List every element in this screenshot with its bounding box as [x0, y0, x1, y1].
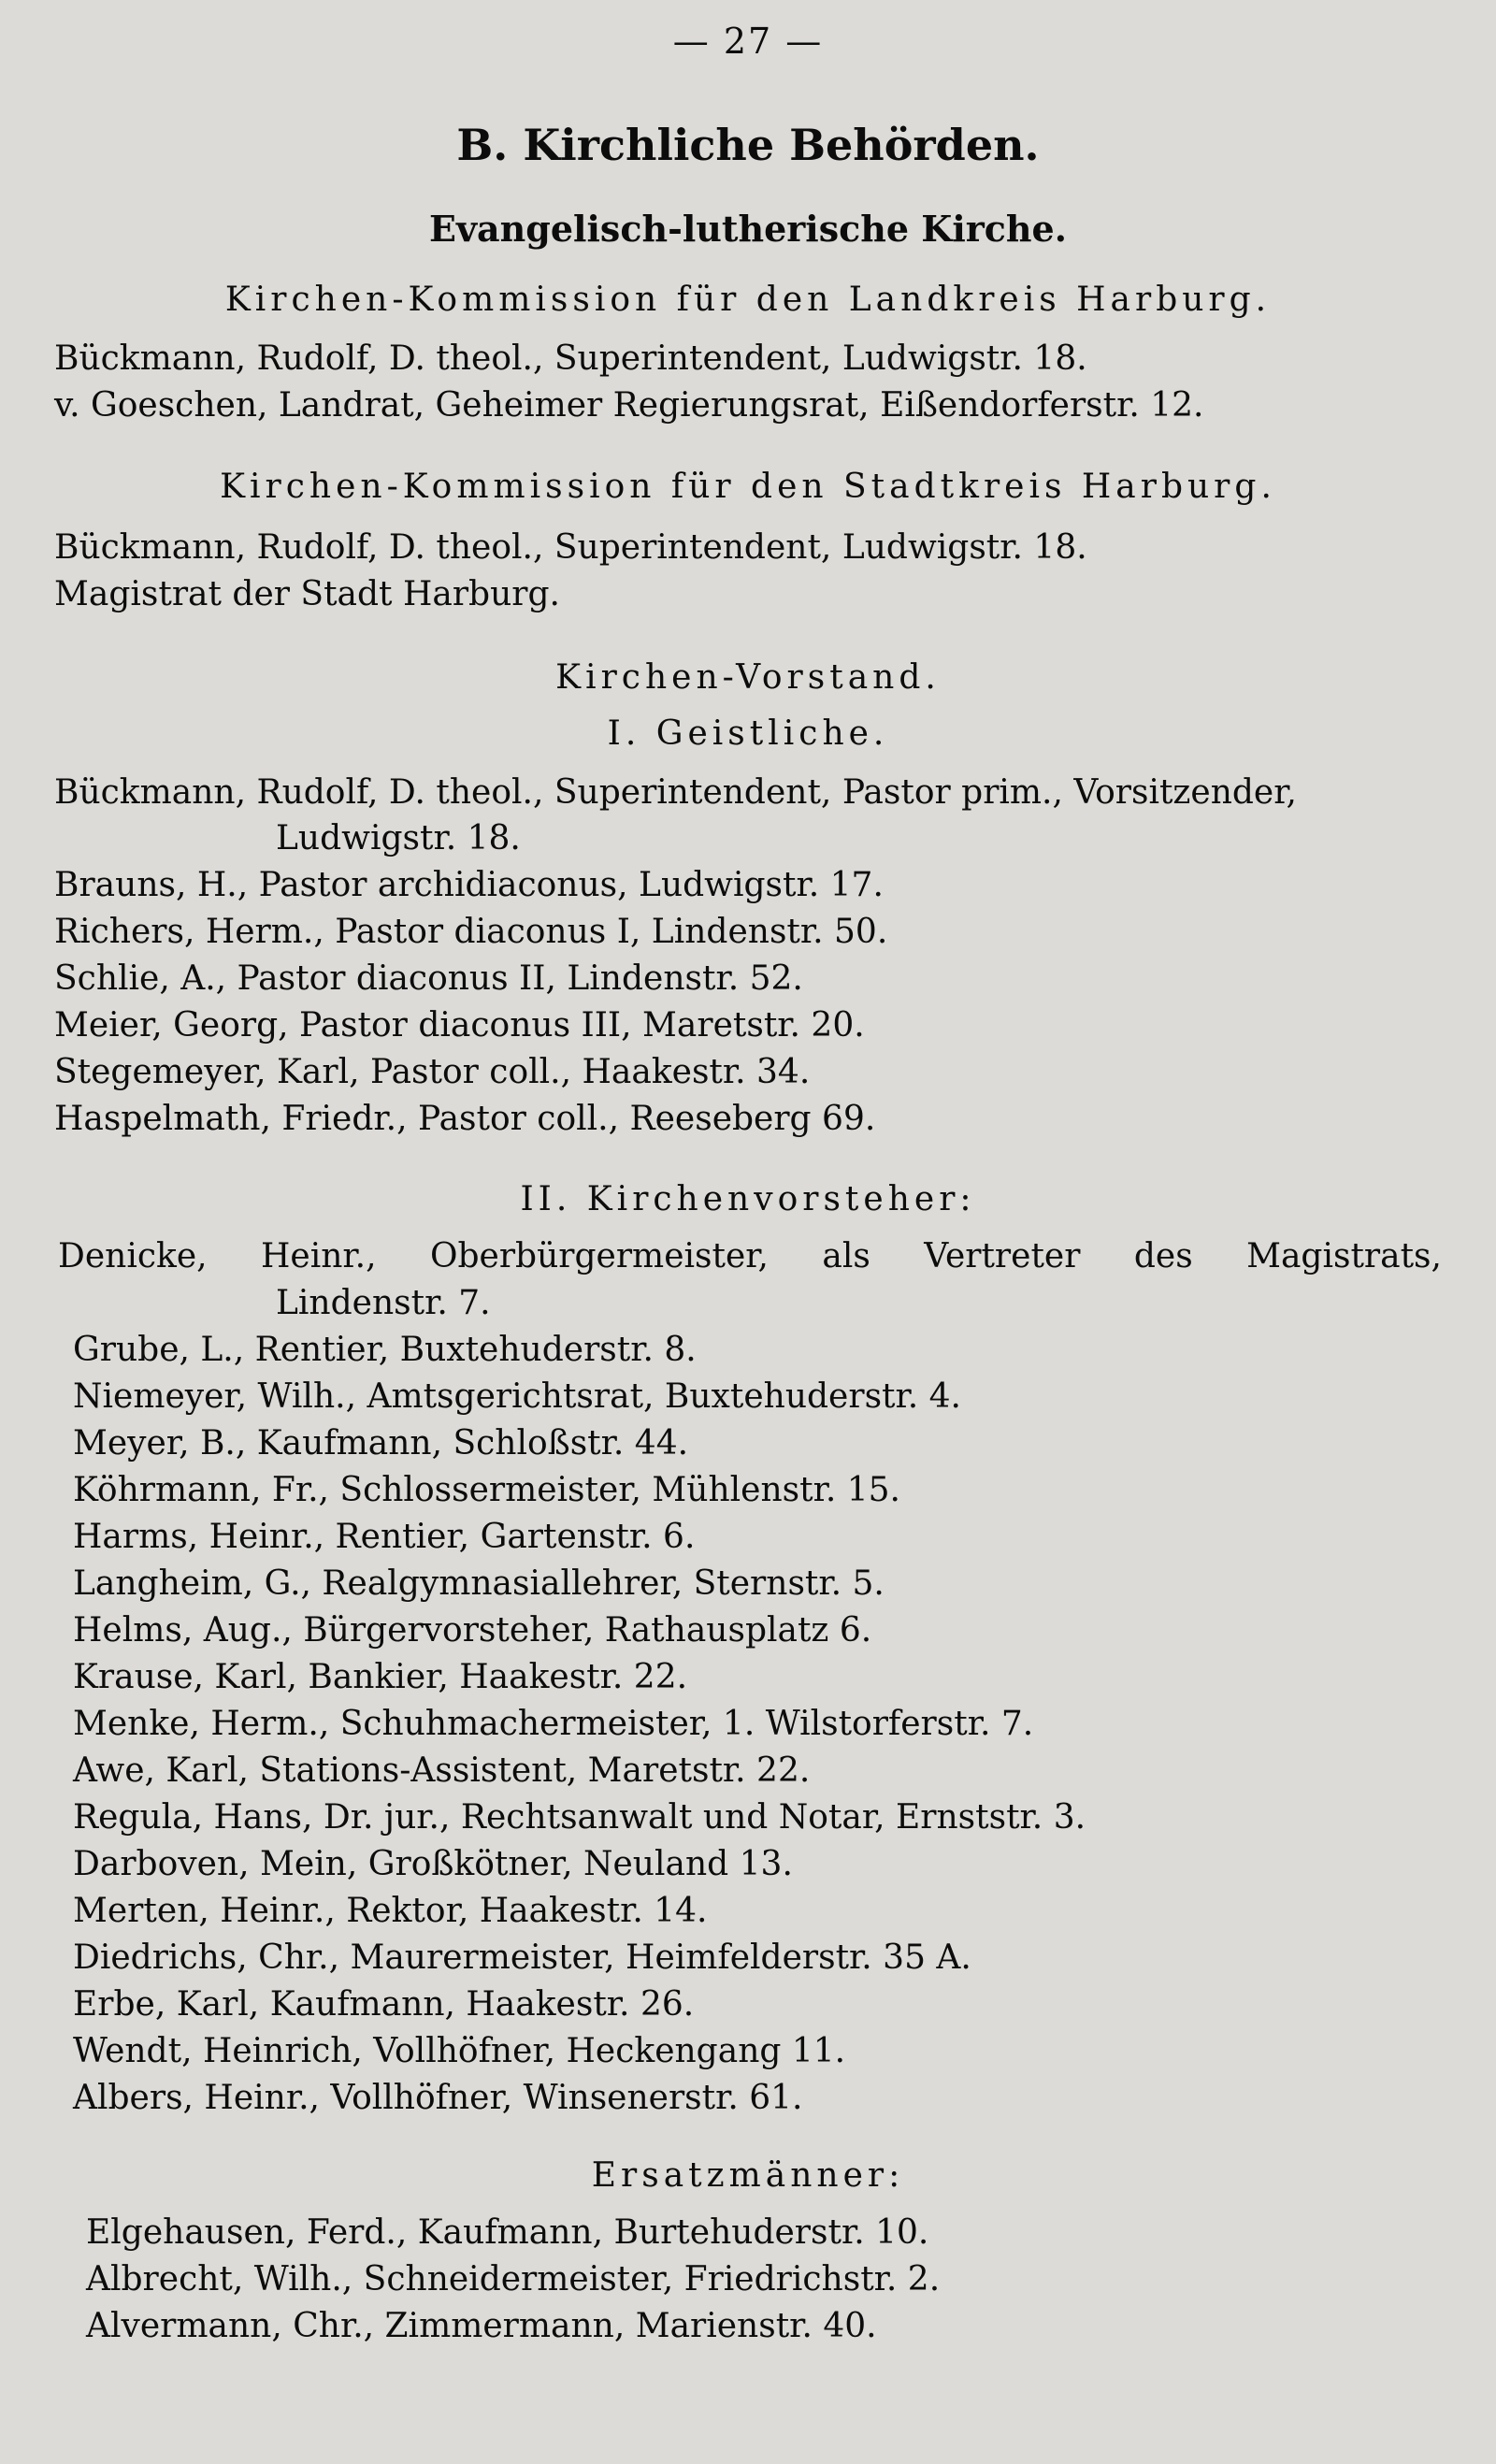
- ersatz-heading: Ersatzmänner:: [591, 2156, 905, 2195]
- vorsteher-entry: Regula, Hans, Dr. jur., Rechtsanwalt und Notar, Ernststr. 3.: [73, 1798, 1086, 1837]
- vorsteher-entry: Köhrmann, Fr., Schlossermeister, Mühlenstr. 15.: [73, 1471, 900, 1509]
- ersatz-entry: Alvermann, Chr., Zimmermann, Marienstr. 40.: [86, 2307, 877, 2345]
- ersatz-entry: Elgehausen, Ferd., Kaufmann, Burtehuderstr. 10.: [86, 2213, 929, 2252]
- geistliche-entry: Brauns, H., Pastor archidiaconus, Ludwigstr. 17.: [54, 866, 884, 904]
- vorsteher-heading: II. Kirchenvorsteher:: [520, 1180, 976, 1218]
- vorstand-heading: Kirchen-Vorstand.: [555, 658, 941, 697]
- word: Oberbürgermeister,: [429, 1237, 769, 1275]
- vorsteher-entry: Darboven, Mein, Großkötner, Neuland 13.: [73, 1845, 793, 1883]
- vorsteher-entry: Helms, Aug., Bürgervorsteher, Rathausplatz 6.: [73, 1611, 872, 1650]
- geistliche-entry: Richers, Herm., Pastor diaconus I, Lindenstr. 50.: [54, 913, 888, 951]
- vorsteher-entry-first: [58, 1234, 1442, 1279]
- geistliche-entry: Haspelmath, Friedr., Pastor coll., Reeseberg 69.: [54, 1100, 876, 1138]
- geistliche-entry: Bückmann, Rudolf, D. theol., Superintendent, Pastor prim., Vorsitzender,: [54, 773, 1297, 812]
- vorsteher-entry: Harms, Heinr., Rentier, Gartenstr. 6.: [73, 1518, 696, 1556]
- vorsteher-entry: Krause, Karl, Bankier, Haakestr. 22.: [73, 1658, 688, 1696]
- vorsteher-entry: Grube, L., Rentier, Buxtehuderstr. 8.: [73, 1331, 697, 1369]
- word: als: [822, 1237, 870, 1275]
- landkreis-heading: Kirchen-Kommission für den Landkreis Harburg.: [224, 281, 1272, 319]
- vorsteher-entry: Meyer, B., Kaufmann, Schloßstr. 44.: [73, 1424, 689, 1463]
- word: Vertreter: [924, 1237, 1081, 1275]
- stadtkreis-entry: Bückmann, Rudolf, D. theol., Superintendent, Ludwigstr. 18.: [54, 528, 1087, 567]
- stadtkreis-entry: Magistrat der Stadt Harburg.: [54, 575, 560, 613]
- landkreis-entry: v. Goeschen, Landrat, Geheimer Regierungsrat, Eißendorferstr. 12.: [54, 386, 1204, 425]
- vorsteher-entry: Langheim, G., Realgymnasiallehrer, Sternstr. 5.: [73, 1564, 885, 1603]
- word: des: [1133, 1237, 1193, 1275]
- word: Denicke,: [58, 1237, 208, 1275]
- page-title: B. Kirchliche Behörden.: [456, 120, 1040, 170]
- vorsteher-entry: Menke, Herm., Schuhmachermeister, 1. Wilstorferstr. 7.: [73, 1705, 1034, 1743]
- geistliche-heading: I. Geistliche.: [607, 714, 889, 753]
- word: Magistrats,: [1246, 1237, 1442, 1275]
- vorsteher-entry: Awe, Karl, Stations-Assistent, Maretstr. 22.: [73, 1751, 811, 1790]
- vorsteher-entry: Albers, Heinr., Vollhöfner, Winsenerstr. 61.: [73, 2079, 803, 2117]
- ersatz-entry: Albrecht, Wilh., Schneidermeister, Friedrichstr. 2.: [86, 2260, 941, 2298]
- section-subtitle: Evangelisch-lutherische Kirche.: [429, 208, 1067, 250]
- vorsteher-entry-continued: Lindenstr. 7.: [276, 1284, 491, 1322]
- vorsteher-entry: Merten, Heinr., Rektor, Haakestr. 14.: [73, 1892, 708, 1930]
- geistliche-entry: Schlie, A., Pastor diaconus II, Lindenstr. 52.: [54, 959, 803, 998]
- stadtkreis-heading: Kirchen-Kommission für den Stadtkreis Harburg.: [220, 468, 1276, 506]
- geistliche-entry-continued: Ludwigstr. 18.: [276, 819, 521, 857]
- geistliche-entry: Meier, Georg, Pastor diaconus III, Maretstr. 20.: [54, 1006, 865, 1045]
- vorsteher-entry: Niemeyer, Wilh., Amtsgerichtsrat, Buxtehuderstr. 4.: [73, 1377, 961, 1416]
- page-number: — 27 —: [672, 21, 824, 62]
- landkreis-entry: Bückmann, Rudolf, D. theol., Superintendent, Ludwigstr. 18.: [54, 339, 1087, 378]
- vorsteher-entry: Erbe, Karl, Kaufmann, Haakestr. 26.: [73, 1985, 695, 2024]
- geistliche-entry: Stegemeyer, Karl, Pastor coll., Haakestr. 34.: [54, 1053, 811, 1091]
- word: Heinr.,: [261, 1237, 377, 1275]
- vorsteher-entry: Wendt, Heinrich, Vollhöfner, Heckengang 11.: [73, 2032, 846, 2070]
- vorsteher-entry: Diedrichs, Chr., Maurermeister, Heimfelderstr. 35 A.: [73, 1938, 971, 1977]
